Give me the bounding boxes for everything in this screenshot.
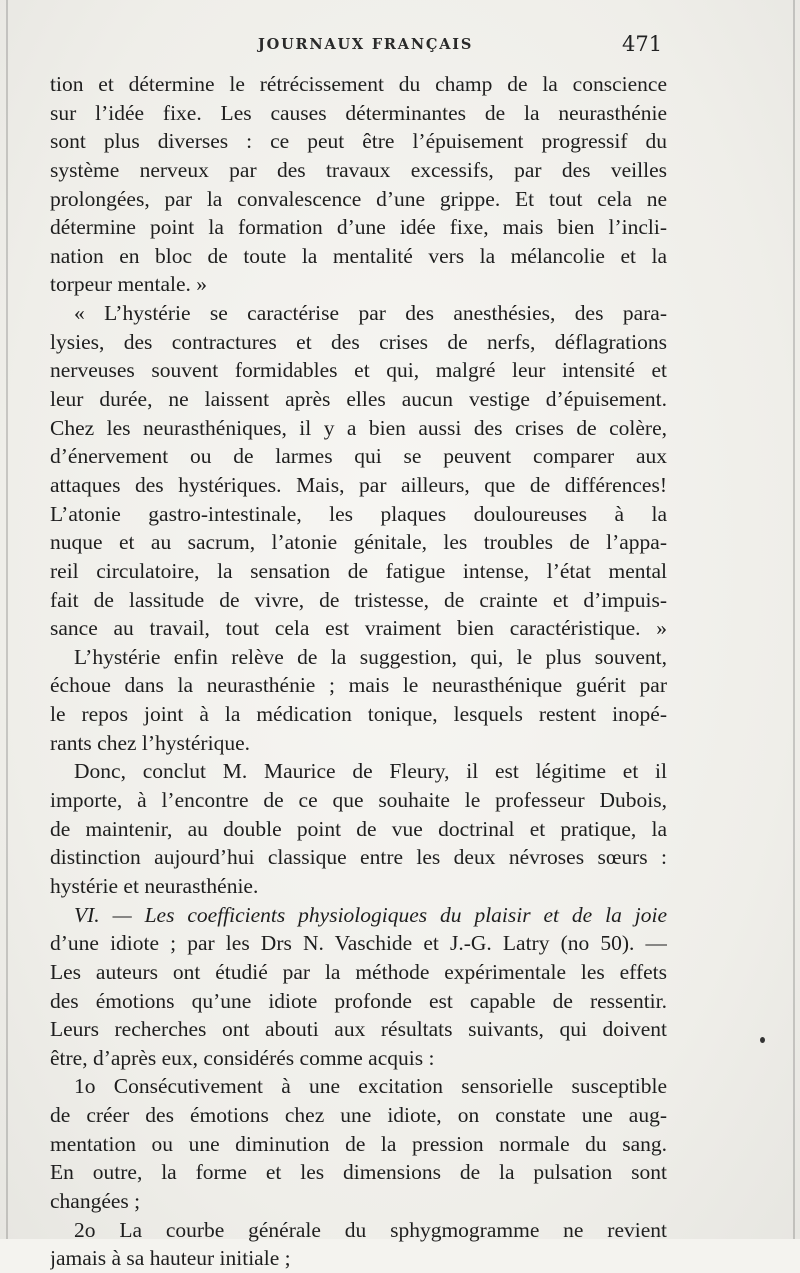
running-header [0,34,800,64]
text-line: L’atonie gastro-intestinale, les plaques douloureuses à la [50,501,667,526]
running-title: JOURNAUX FRANÇAIS [258,36,474,53]
text-line: jamais à sa hauteur initiale ; [50,1246,291,1271]
text-line: L’hystérie enfin relève de la suggestion, qui, le plus souvent, [74,644,667,669]
text-line: sur l’idée fixe. Les causes déterminantes de la neurasthénie [50,100,667,125]
page-edge-shadow [793,0,795,1239]
text-line: de créer des émotions chez une idiote, on constate une aug- [50,1103,667,1128]
text-line: le repos joint à la médication tonique, lesquels restent inopé- [50,702,667,727]
text-line: Les auteurs ont étudié par la méthode expérimentale les effets [50,959,667,984]
text-line: prolongées, par la convalescence d’une grippe. Et tout cela ne [50,186,667,211]
text-line: d’une idiote ; par les Drs N. Vaschide et J.-G. Latry (no 50). — [50,931,667,956]
text-line: Donc, conclut M. Maurice de Fleury, il est légitime et il [74,759,667,784]
text-line: de maintenir, au double point de vue doctrinal et pratique, la [50,816,667,841]
text-line: nation en bloc de toute la mentalité vers la mélancolie et la [50,243,667,268]
page-edge-shadow [6,0,8,1239]
text-line: leur durée, ne laissent après elles aucun vestige d’épuisement. [50,387,667,412]
text-line: Chez les neurasthéniques, il y a bien aussi des crises de colère, [50,415,667,440]
text-line: 1o Consécutivement à une excitation sensorielle susceptible [74,1074,667,1099]
text-line: 2o La courbe générale du sphygmogramme ne revient [74,1217,667,1242]
text-line: distinction aujourd’hui classique entre les deux névroses sœurs : [50,845,667,870]
text-line: changées ; [50,1188,141,1213]
page-number: 471 [622,32,663,56]
text-line: reil circulatoire, la sensation de fatigue intense, l’état mental [50,558,667,583]
text-line: importe, à l’encontre de ce que souhaite le professeur Dubois, [50,788,667,813]
section-heading-line: VI. — Les coefficients physiologiques du plaisir et de la joie [74,902,667,927]
text-line: échoue dans la neurasthénie ; mais le neurasthénique guérit par [50,673,667,698]
text-line: détermine point la formation d’une idée fixe, mais bien l’incli- [50,215,667,240]
text-line: Leurs recherches ont abouti aux résultats suivants, qui doivent [50,1017,667,1042]
text-line: fait de lassitude de vivre, de tristesse, de crainte et d’impuis- [50,587,667,612]
text-line: être, d’après eux, considérés comme acquis : [50,1045,435,1070]
text-line: rants chez l’hystérique. [50,730,250,755]
text-line: sance au travail, tout cela est vraiment bien caractéristique. » [50,616,667,641]
text-line: des émotions qu’une idiote profonde est capable de ressentir. [50,988,667,1013]
text-line: En outre, la forme et les dimensions de la pulsation sont [50,1160,667,1185]
ink-dot [760,1037,765,1043]
text-line: hystérie et neurasthénie. [50,873,259,898]
text-line: mentation ou une diminution de la pression normale du sang. [50,1131,667,1156]
text-line: système nerveux par des travaux excessifs, par des veilles [50,157,667,182]
text-line: nerveuses souvent formidables et qui, malgré leur intensité et [50,358,667,383]
text-line: sont plus diverses : ce peut être l’épuisement progressif du [50,129,667,154]
text-line: torpeur mentale. » [50,272,208,297]
text-line: d’énervement ou de larmes qui se peuvent comparer aux [50,444,667,469]
text-line: « L’hystérie se caractérise par des anesthésies, des para- [74,301,667,326]
text-line: tion et détermine le rétrécissement du champ de la conscience [50,72,667,96]
text-line: attaques des hystériques. Mais, par ailleurs, que de différences! [50,472,667,497]
text-line: nuque et au sacrum, l’atonie génitale, les troubles de l’appa- [50,530,667,555]
body-text [50,70,667,1273]
text-line: lysies, des contractures et des crises de nerfs, déflagrations [50,329,667,354]
